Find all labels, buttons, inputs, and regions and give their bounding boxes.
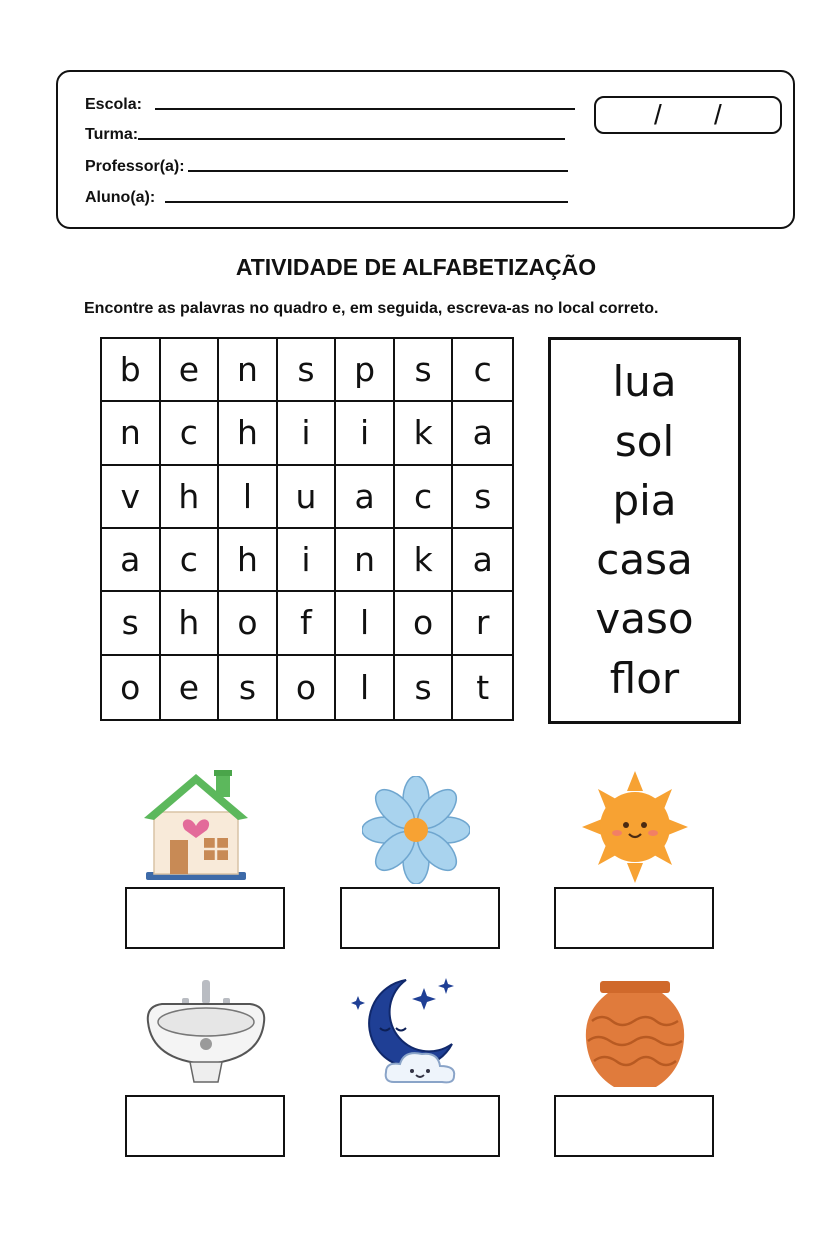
grid-cell[interactable]: k — [395, 529, 454, 592]
class-line[interactable] — [138, 138, 565, 140]
grid-cell[interactable]: v — [102, 466, 161, 529]
sink-icon — [142, 978, 270, 1088]
teacher-line[interactable] — [188, 170, 568, 172]
grid-cell[interactable]: a — [102, 529, 161, 592]
class-label: Turma: — [85, 126, 139, 143]
grid-cell[interactable]: o — [219, 592, 278, 655]
class-field[interactable] — [85, 120, 565, 144]
moon-icon — [350, 974, 474, 1090]
grid-cell[interactable]: l — [336, 656, 395, 719]
answer-box-moon[interactable] — [340, 1095, 500, 1157]
grid-cell[interactable]: e — [161, 656, 220, 719]
word-bank-item: casa — [596, 535, 693, 585]
grid-cell[interactable]: t — [476, 667, 490, 707]
answer-box-flower[interactable] — [340, 887, 500, 949]
grid-cell[interactable]: a — [336, 466, 395, 529]
grid-cell[interactable]: n — [219, 339, 278, 402]
grid-cell[interactable]: o — [395, 592, 454, 655]
grid-cell[interactable]: s — [102, 592, 161, 655]
answer-box-vase[interactable] — [554, 1095, 714, 1157]
grid-cell[interactable]: h — [161, 592, 220, 655]
page-title: ATIVIDADE DE ALFABETIZAÇÃO — [235, 254, 597, 280]
grid-cell[interactable]: i — [278, 402, 337, 465]
student-info-box — [56, 70, 795, 229]
word-bank-item: lua — [612, 357, 677, 407]
grid-cell[interactable]: s — [219, 656, 278, 719]
flower-icon — [362, 776, 470, 884]
instruction-text: Encontre as palavras no quadro e, em seguida, escreva-as no local correto. — [84, 300, 659, 317]
grid-cell[interactable]: s — [278, 339, 337, 402]
grid-cell[interactable]: s — [453, 466, 512, 529]
date-box[interactable] — [594, 96, 782, 134]
school-line[interactable] — [155, 108, 575, 110]
student-label: Aluno(a): — [85, 189, 156, 206]
grid-cell[interactable]: f — [278, 592, 337, 655]
grid-cell[interactable]: e — [161, 339, 220, 402]
answer-box-sun[interactable] — [554, 887, 714, 949]
grid-cell[interactable]: a — [453, 402, 512, 465]
word-bank — [548, 337, 741, 724]
student-field[interactable] — [85, 183, 568, 207]
grid-cell[interactable]: i — [336, 402, 395, 465]
grid-cell[interactable]: c — [161, 402, 220, 465]
grid-cell[interactable]: k — [395, 402, 454, 465]
house-icon — [140, 768, 252, 884]
word-search-grid — [100, 337, 514, 721]
grid-cell[interactable]: u — [278, 466, 337, 529]
grid-cell[interactable]: n — [102, 402, 161, 465]
grid-cell[interactable]: h — [161, 466, 220, 529]
grid-cell[interactable]: c — [453, 339, 512, 402]
grid-cell[interactable]: c — [161, 529, 220, 592]
word-bank-item: vaso — [595, 594, 694, 644]
grid-cell[interactable]: s — [395, 339, 454, 402]
grid-cell[interactable]: n — [336, 529, 395, 592]
teacher-label: Professor(a): — [85, 158, 185, 175]
grid-cell[interactable]: l — [336, 592, 395, 655]
grid-cell[interactable]: b — [102, 339, 161, 402]
grid-cell[interactable]: s — [395, 656, 454, 719]
grid-cell[interactable]: p — [336, 339, 395, 402]
school-field[interactable] — [85, 90, 575, 114]
sun-icon — [582, 771, 688, 883]
answer-box-house[interactable] — [125, 887, 285, 949]
school-label: Escola: — [85, 96, 142, 113]
grid-cell[interactable]: a — [453, 529, 512, 592]
grid-cell[interactable]: r — [453, 592, 512, 655]
grid-cell[interactable]: c — [395, 466, 454, 529]
date-slash-1: / — [654, 99, 662, 130]
student-line[interactable] — [165, 201, 568, 203]
teacher-field[interactable] — [85, 152, 568, 176]
word-bank-item: flor — [609, 653, 680, 703]
vase-icon — [582, 981, 688, 1089]
grid-cell[interactable]: h — [219, 402, 278, 465]
word-bank-item: pia — [612, 475, 677, 525]
grid-cell[interactable]: h — [219, 529, 278, 592]
grid-cell[interactable]: o — [102, 656, 161, 719]
grid-cell[interactable]: o — [278, 656, 337, 719]
date-slash-2: / — [714, 99, 722, 130]
answer-box-sink[interactable] — [125, 1095, 285, 1157]
grid-cell[interactable]: i — [278, 529, 337, 592]
grid-cell[interactable]: l — [219, 466, 278, 529]
word-bank-item: sol — [614, 416, 675, 466]
